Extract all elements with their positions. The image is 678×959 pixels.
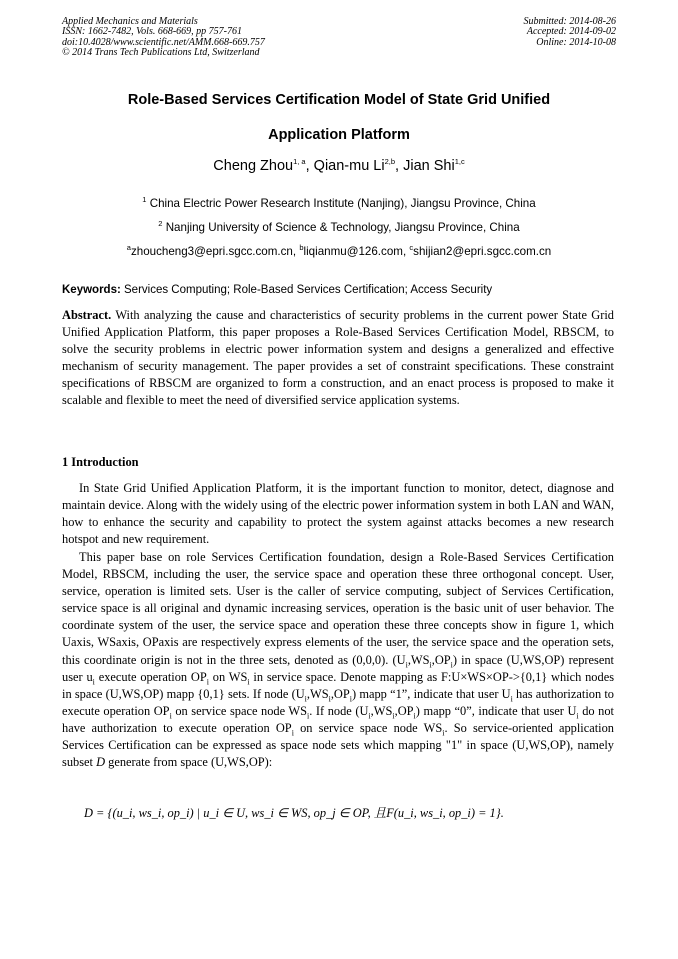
equation: D = {(u_i, ws_i, op_i) | u_i ∈ U, ws_i ∈ WS, op_j ∈ OP, 且F(u_i, ws_i, op_i) = 1}. (84, 806, 504, 820)
author-mark: 2,b (384, 157, 396, 167)
affiliation-mark: 1 (142, 195, 147, 205)
affiliation-mark: 2 (158, 219, 163, 229)
affiliation (40, 197, 638, 210)
intro-paragraph-2: This paper base on role Services Certification foundation, design a Role-Based Services Certification Model, RBSCM, including the user, the service space and operation these three orthogonal concept. User, service, operation is limited sets. User is the caller of service computing, subject of Services Certification, service space is all original and dynamic increasing services, operation is the basic unit of user behavior. The coordinate system of the user, the service space and operation these three concepts show in figure 1, which Uaxis, WSaxis, OPaxis are respectively express elements of the user, the service space and the operation sets, this coordinate origin is not in the three sets, denoted as (0,0,0). $(U_i,WS_i,OP_i)$ in space (U,WS,OP) represent user $u_i$ execute operation $OP_i$ on $WS_i$ in service space. Denote mapping as F:U×WS×OP->{0,1} which nodes in space (U,WS,OP) mapp {0,1} sets. If node $(U_i,WS_i,OP_i)$ mapp “1”, indicate that user $U_i$ has authorization to execute operation $OP_i$ on service space node $WS_i$. If node $(U_i,WS_i,OP_i)$ mapp “0”, indicate that user $U_i$ do not have authorization to execute operation $OP_i$ on service space node $WS_i$. So service-oriented application Services Certification can be expressed as space node sets which mapping "1" in space (U,WS,OP), namely subset D generate from space (U,WS,OP): (62, 550, 615, 770)
author-name: Jian Shi (403, 158, 455, 174)
paper-title-line-1: Role-Based Services Certification Model of State Grid Unified (127, 92, 551, 108)
email-mark: c (409, 243, 414, 253)
journal-name: Applied Mechanics and Materials (62, 16, 198, 27)
section-heading: 1 Introduction (62, 455, 139, 469)
keywords (62, 284, 618, 296)
paper-title-line-2: Application Platform (268, 127, 410, 143)
email-list: $^a$zhoucheng3@epri.sgcc.com.cn, $^b$liqianmu@126.com, $^c$shijian2@epri.sgcc.com.cn (126, 243, 552, 258)
abstract-text: With analyzing the cause and characteristics of security problems in the current power State Grid Unified Application Platform, this paper proposes a Role-Based Services Certification Model, RBSCM, to solve the security problems in electric power information system and designs a generalized and effective mechanism of security management. The paper provides a set of constraint specifications. These constraint specifications of RBSCM are organized to form a construction, and an enact process is proposed to make it scalable and flexible to meet the need of diversified service application systems. (62, 308, 614, 408)
abstract-label: Abstract. (62, 308, 112, 322)
author-name: Cheng Zhou (213, 158, 294, 174)
issn: ISSN: 1662-7482, Vols. 668-669, pp 757-761 (62, 26, 242, 38)
author-list: Cheng Zhou$^{1, a}$, Qian-mu Li$^{2,b}$, Jian Shi$^{1,c}$ (213, 157, 465, 174)
affiliation-text: Nanjing University of Science & Technology, Jiangsu Province, China (165, 221, 520, 234)
author-name: Qian-mu Li (313, 158, 385, 174)
email-mark: a (126, 243, 131, 253)
online-date: Online: 2014-10-08 (536, 36, 616, 48)
accepted-date: Accepted: 2014-09-02 (526, 26, 616, 38)
keywords-text: Services Computing; Role-Based Services Certification; Access Security (124, 284, 493, 296)
submitted-date: Submitted: 2014-08-26 (523, 16, 616, 27)
affiliation (40, 221, 638, 234)
copyright: © 2014 Trans Tech Publications Ltd, Switzerland (62, 46, 260, 58)
email-mark: b (299, 243, 304, 253)
doi: doi:10.4028/www.scientific.net/AMM.668-669.757 (62, 36, 265, 48)
intro-paragraph-1: In State Grid Unified Application Platform, it is the important function to monitor, detect, diagnose and maintain device. Along with the widely using of the electric power information system in both LAN and WAN, how to enhance the security and capability to protect the system against attacks becomes a new research hotspot and new requirement. (62, 481, 614, 547)
abstract (62, 307, 614, 410)
email-link[interactable]: liqianmu@126.com (303, 245, 403, 258)
affiliation-text: China Electric Power Research Institute (Nanjing), Jiangsu Province, China (149, 197, 536, 210)
keywords-label: Keywords: (62, 284, 121, 296)
email-link[interactable]: zhoucheng3@epri.sgcc.com.cn (130, 245, 293, 258)
author-mark: 1, a (293, 157, 306, 167)
journal-info (62, 17, 265, 58)
email-link[interactable]: shijian2@epri.sgcc.com.cn (413, 245, 552, 258)
dates-info (524, 17, 617, 48)
author-mark: 1,c (454, 157, 465, 167)
